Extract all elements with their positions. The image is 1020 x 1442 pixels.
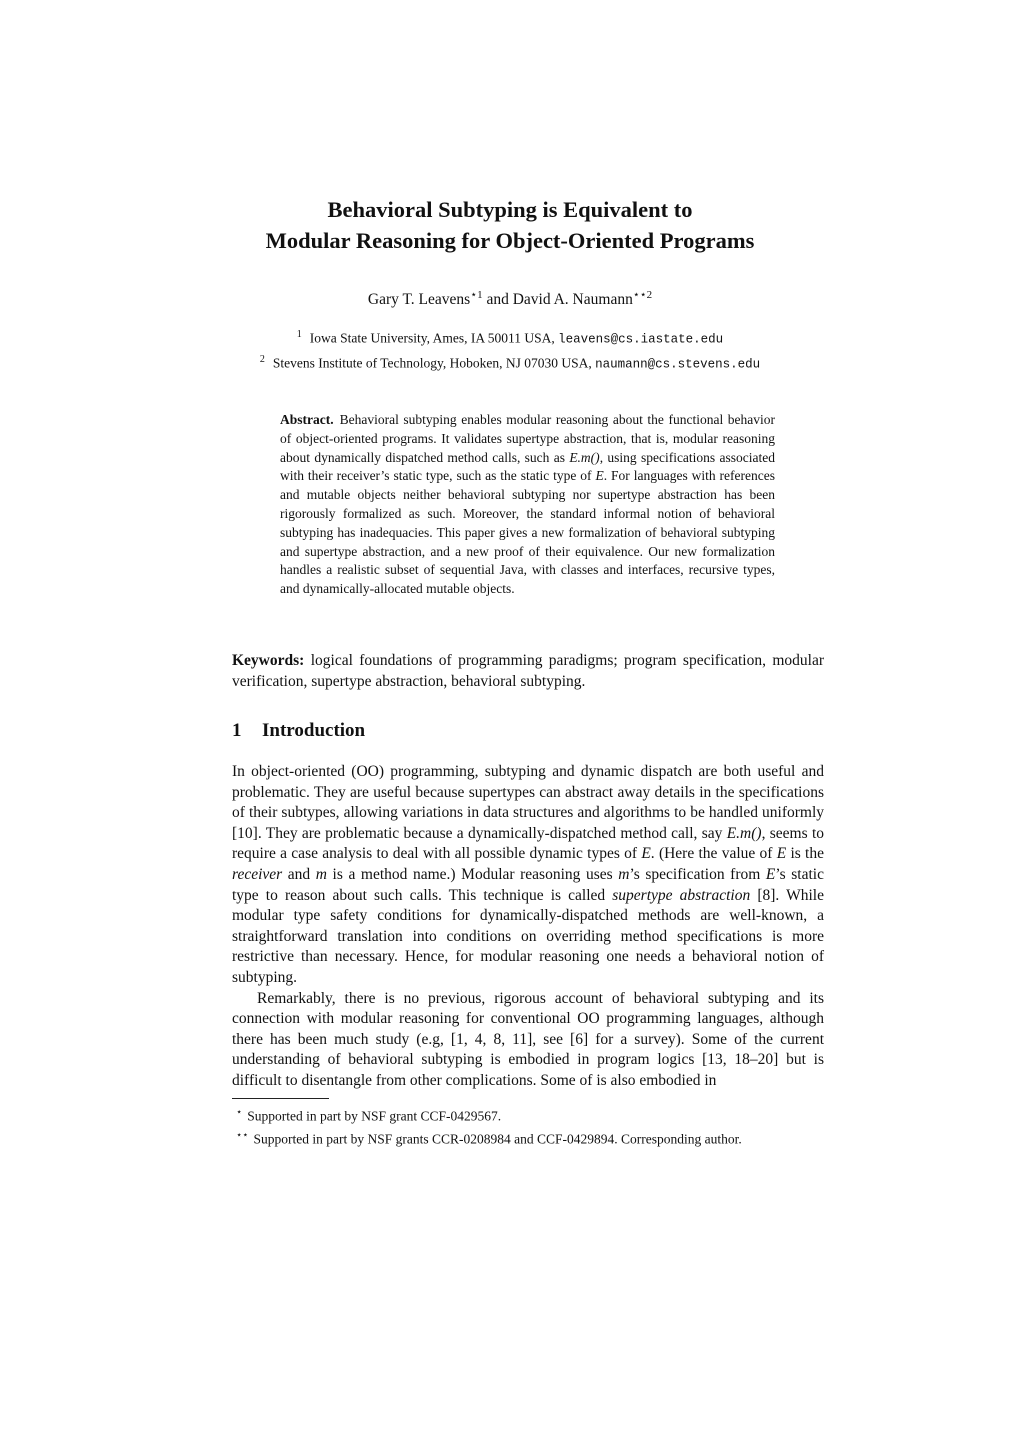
introduction-body	[232, 762, 824, 1092]
author-2-mark: ⋆⋆2	[632, 289, 653, 301]
intro-p1-g: ’s specification from	[629, 865, 766, 883]
footnote-2-text: Supported in part by NSF grants CCR-0208984 and CCF-0429894. Corresponding author.	[253, 1131, 742, 1146]
affiliation-1-mark: 1	[296, 329, 302, 340]
intro-p1-i: [8]. While modular type safety conditions for dynamically-dispatched methods are well-known, a straightforward translation into conditions on overriding method specifications is more restrictive than necessary. Hence, for modular reasoning one needs a behavioral notion of subtyping.	[232, 886, 824, 986]
affiliation-1-text: Iowa State University, Ames, IA 50011 USA,	[309, 330, 555, 346]
abstract-text-c: . For languages with references and mutable objects neither behavioral subtyping nor supertype abstraction has been rigorously formalized as such. Moreover, the standard informal notion of behavioral subtyping has inadequacies. This paper gives a new formalization of behavioral subtyping and supertype abstraction, and a new proof of their equivalence. Our new formalization handles a realistic subset of sequential Java, with classes and interfaces, recursive types, and dynamically-allocated mutable objects.	[280, 468, 776, 597]
affiliation-2	[0, 350, 1020, 375]
author-2-name: David A. Naumann	[512, 291, 633, 309]
intro-math-e1: E	[641, 845, 651, 863]
footnote-rule	[232, 1098, 329, 1099]
author-1-mark: ⋆1	[470, 289, 483, 301]
title-line-2: Modular Reasoning for Object-Oriented Programs	[265, 228, 755, 253]
intro-supertype-abstraction-emph: supertype abstraction	[612, 886, 751, 904]
title-line-1: Behavioral Subtyping is Equivalent to	[327, 197, 693, 222]
footnote-1-text: Supported in part by NSF grant CCF-0429567.	[247, 1108, 502, 1124]
footnotes	[232, 1103, 832, 1148]
intro-math-e2: E	[776, 845, 787, 863]
authors-line	[0, 288, 1020, 309]
intro-math-em: E.m()	[726, 824, 762, 842]
affiliation-2-mark: 2	[259, 353, 265, 365]
authors-and: and	[486, 291, 509, 309]
abstract-text-b: , using specifications associated with their receiver’s static type, such as the static type of	[280, 449, 775, 484]
keywords-label: Keywords:	[232, 652, 305, 669]
affiliation-1-email: leavens@cs.iastate.edu	[558, 332, 724, 347]
paper-title	[0, 194, 1020, 256]
affiliation-2-text: Stevens Institute of Technology, Hoboken, NJ 07030 USA,	[272, 355, 592, 370]
keywords	[232, 650, 824, 692]
intro-receiver-emph: receiver	[232, 865, 283, 883]
abstract-math-e: E	[595, 468, 604, 484]
affiliations	[0, 325, 1020, 374]
section-title: Introduction	[262, 720, 366, 741]
abstract-math-em: E.m()	[569, 449, 600, 465]
intro-paragraph-2: Remarkably, there is no previous, rigorous account of behavioral subtyping and its connection with modular reasoning for conventional OO programming languages, although there has been much study (e.g, [1, 4, 8, 11], see [6] for a survey). Some of the current understanding of behavioral subtyping is embodied in program logics [13, 18–20] but is difficult to disentangle from other complications. Some of is also embodied in	[232, 989, 824, 1089]
intro-math-m2: m	[618, 865, 630, 883]
footnote-1	[232, 1103, 832, 1126]
footnote-2-mark: ⋆⋆	[236, 1129, 249, 1141]
intro-math-m1: m	[315, 865, 327, 883]
intro-p1-a: In object-oriented (OO) programming, subtyping and dynamic dispatch are both useful and problematic. They are useful because supertypes can abstract away details in the specifications of their subtypes, allowing variations in data structures and algorithms to be handled uniformly [10]. They are problematic because a dynamically-dispatched method call, say	[232, 763, 824, 842]
intro-p1-f: is a method name.) Modular reasoning uses	[326, 865, 619, 883]
affiliation-2-email: naumann@cs.stevens.edu	[595, 357, 761, 371]
intro-paragraph-1	[232, 762, 824, 989]
abstract	[280, 411, 775, 599]
keywords-text: logical foundations of programming paradigms; program specification, modular verification, supertype abstraction, behavioral subtyping.	[232, 652, 825, 690]
author-1-name: Gary T. Leavens	[367, 291, 471, 309]
footnote-2	[232, 1126, 832, 1149]
section-number: 1	[232, 720, 242, 741]
intro-p1-d: is the	[786, 845, 824, 863]
intro-p1-e: and	[282, 865, 316, 883]
intro-p1-b: , seems to require a case analysis to deal with all possible dynamic types of	[232, 824, 825, 863]
intro-math-e3: E	[765, 865, 776, 883]
abstract-label: Abstract.	[280, 412, 334, 427]
affiliation-1	[0, 325, 1020, 350]
intro-p1-h: ’s static type to reason about such calls. This technique is called	[232, 865, 824, 904]
footnote-1-mark: ⋆	[236, 1107, 243, 1118]
abstract-text-a: Behavioral subtyping enables modular reasoning about the functional behavior of object-oriented programs. It validates supertype abstraction, that is, modular reasoning about dynamically dispatched method calls, such as	[280, 412, 775, 465]
intro-p1-c: . (Here the value of	[650, 845, 777, 863]
section-heading-introduction	[232, 720, 365, 742]
